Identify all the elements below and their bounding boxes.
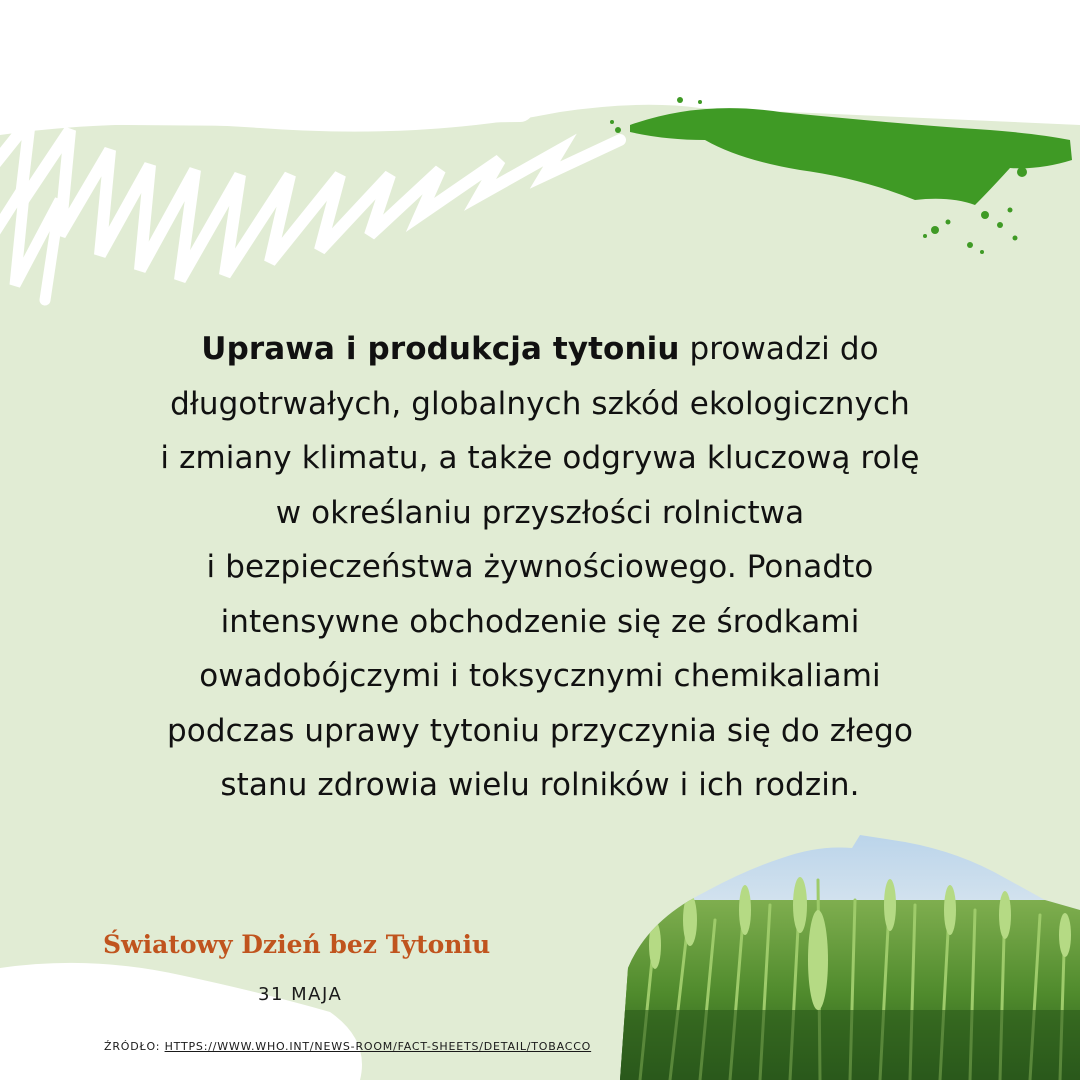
event-date: 31 MAJA (258, 984, 343, 1005)
main-paragraph (40, 322, 1040, 813)
bold-lead: Uprawa i produkcja tytoniu (201, 331, 680, 367)
event-title: Światowy Dzień bez Tytoniu (103, 930, 491, 959)
text-line: w określaniu przyszłości rolnictwa (275, 494, 805, 531)
text-line: owadobójczymi i toksycznymi chemikaliami (199, 658, 881, 694)
text-line (40, 322, 1040, 377)
text-line: intensywne obchodzenie się ze środkami (220, 603, 860, 640)
text-line: i bezpieczeństwa żywnościowego. Ponadto (206, 549, 874, 585)
text-line: stanu zdrowia wielu rolników i ich rodzin. (220, 767, 860, 803)
source-link[interactable]: HTTPS://WWW.WHO.INT/NEWS-ROOM/FACT-SHEETS/DETAIL/TOBACCO (164, 1040, 592, 1053)
source-label: ŹRÓDŁO: (104, 1040, 161, 1053)
text-line: podczas uprawy tytoniu przyczynia się do złego (166, 712, 914, 749)
text-line: i zmiany klimatu, a także odgrywa kluczową rolę (160, 440, 920, 476)
text-line-rest: prowadzi do (679, 331, 879, 367)
source-credit (104, 1040, 591, 1053)
text-line: długotrwałych, globalnych szkód ekologicznych (170, 385, 910, 422)
